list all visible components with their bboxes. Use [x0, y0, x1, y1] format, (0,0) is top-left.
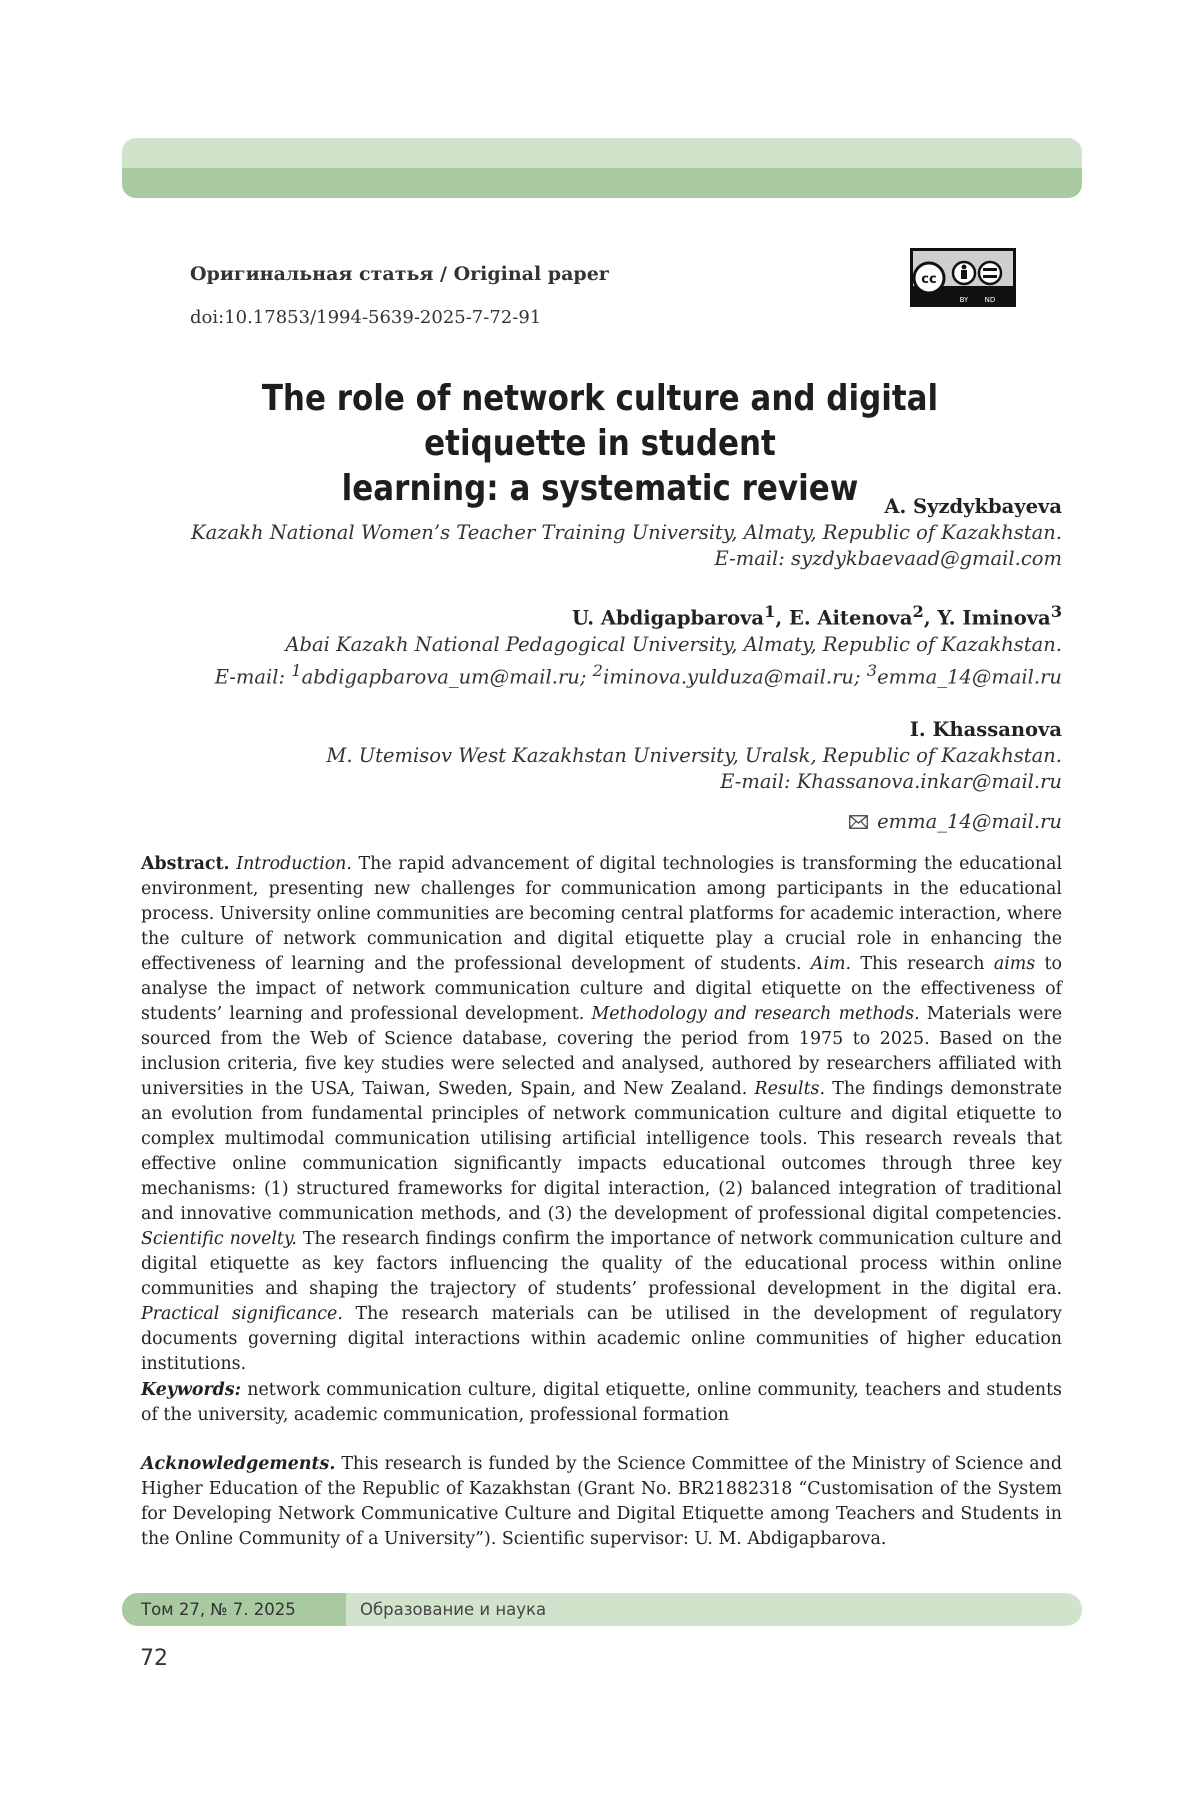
author-email[interactable]: abdigapbarova_um@mail.ru;: [301, 665, 587, 688]
doi-link[interactable]: doi:10.17853/1994-5639-2025-7-72-91: [190, 307, 542, 328]
license-nd-label: ND: [984, 296, 996, 304]
acknowledgements: Acknowledgements. This research is funded by the Science Committee of the Ministry of Science and Higher Education of the Republic of Kazakhstan (Grant No. BR21882318 “Customisation of the System for Developing Network Communicative Culture and Digital Etiquette among Teachers and Students in the Online Community of a University”). Scientific supervisor: U. M. Abdigapbarova.: [141, 1454, 1062, 1549]
author-block-1: [150, 494, 1062, 572]
keywords: Keywords: network communication culture, digital etiquette, online community, teachers and students of the university, academic communication, professional formation: [141, 1380, 1062, 1425]
author-affiliation: Kazakh National Women’s Teacher Training University, Almaty, Republic of Kazakhstan.: [191, 521, 1062, 544]
page-number: 72: [140, 1646, 168, 1671]
paper-title: [196, 376, 1004, 511]
author-email[interactable]: iminova.yulduza@mail.ru;: [602, 665, 861, 688]
author-affiliation: M. Utemisov West Kazakhstan University, Uralsk, Republic of Kazakhstan.: [326, 744, 1062, 767]
title-line-1: The role of network culture and digital etiquette in student: [261, 378, 939, 464]
author-name: E. Aitenova: [788, 606, 913, 630]
author-name: Y. Iminova: [937, 606, 1051, 630]
abstract-label: Abstract.: [141, 854, 230, 874]
author-emails: E-mail: $^1$abdigapbarova_um@mail.ru; $^2$iminova.yulduza@mail.ru; $^3$emma_14@mail.ru: [214, 660, 1062, 688]
envelope-icon: [849, 815, 868, 829]
license-by-label: BY: [959, 296, 969, 304]
cc-by-nd-icon[interactable]: [910, 248, 1016, 307]
header-band-lower: [122, 168, 1082, 198]
footer-band: [122, 1593, 1082, 1626]
issue-info: Том 27, № 7. 2025: [122, 1593, 346, 1626]
author-email[interactable]: emma_14@mail.ru: [877, 665, 1062, 688]
author-email[interactable]: E-mail: Khassanova.inkar@mail.ru: [720, 770, 1062, 793]
author-block-2: [150, 599, 1062, 690]
corresponding-email[interactable]: emma_14@mail.ru: [150, 809, 1062, 835]
authors-section: [150, 494, 1062, 835]
journal-name: Образование и наука: [360, 1600, 547, 1619]
author-block-3: [150, 717, 1062, 795]
author-affiliation: Abai Kazakh National Pedagogical University, Almaty, Republic of Kazakhstan.: [285, 632, 1062, 656]
acknowledgements-label: Acknowledgements.: [141, 1454, 336, 1474]
keywords-label: Keywords:: [141, 1380, 242, 1400]
paper-type-label: Оригинальная статья / Original paper: [190, 263, 609, 285]
author-name: A. Syzdykbayeva: [884, 495, 1062, 518]
title-line-2: learning: a systematic review: [341, 468, 859, 509]
author-name: I. Khassanova: [909, 718, 1062, 741]
author-name: U. Abdigapbarova: [572, 606, 765, 630]
author-names: U. Abdigapbarova$^1$, E. Aitenova$^2$, Y. Iminova$^3$: [572, 602, 1062, 630]
author-email[interactable]: E-mail: syzdykbaevaad@gmail.com: [714, 547, 1062, 570]
header-band: [122, 138, 1082, 198]
svg-text:cc: cc: [921, 272, 937, 287]
abstract: Abstract. Introduction. The rapid advancement of digital technologies is transforming the educational environment, presenting new challenges for communication among participants in the educational process. University online communities are becoming central platforms for academic interaction, where the culture of network communication and digital etiquette play a crucial role in enhancing the effectiveness of learning and the professional development of students. Aim. This research aims to analyse the impact of network communication culture and digital etiquette on the effectiveness of students’ learning and professional development. Methodology and research methods. Materials were sourced from the Web of Science database, covering the period from 1975 to 2025. Based on the inclusion criteria, five key studies were selected and analysed, authored by researchers affiliated with universities in the USA, Taiwan, Sweden, Spain, and New Zealand. Results. The findings demonstrate an evolution from fundamental principles of network communication culture and digital etiquette to complex multimodal communication utilising artificial intelligence tools. This research reveals that effective online communication significantly impacts educational outcomes through three key mechanisms: (1) structured frameworks for digital interaction, (2) balanced integration of traditional and innovative communication methods, and (3) the development of professional digital competencies. Scientific novelty. The research findings confirm the importance of network communication culture and digital etiquette as key factors influencing the quality of the educational process within online communities and shaping the trajectory of students’ professional development in the digital era. Practical significance. The research materials can be utilised in the development of regulatory documents governing digital interactions within academic online communities of higher education institutions.: [141, 854, 1063, 1374]
